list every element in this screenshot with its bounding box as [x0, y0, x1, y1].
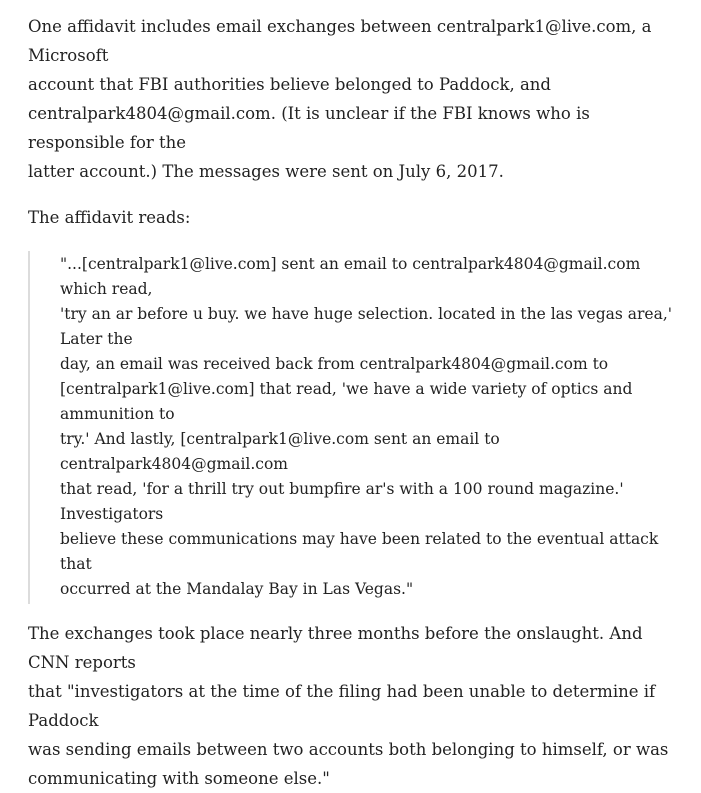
affidavit-blockquote: "...[centralpark1@live.com] sent an email to centralpark4804@gmail.com which read, 'try an ar before u buy. we have huge selection. located in the las vegas area,' Later the day, an email was received back from centralpark4804@gmail.com to [centralpark1@live.com] that read, 'we have a wide variety of optics and ammunition to try.' And lastly, [centralpark1@live.com sent an email to centralpark4804@gmail.com that read, 'for a thrill try out bumpfire ar's with a 100 round magazine.' Investigators believe these communications may have been related to the eventual attack that occurred at the Mandalay Bay in Las Vegas." — [28, 251, 681, 604]
paragraph-cnn-reports: The exchanges took place nearly three months before the onslaught. And CNN reports that "investigators at the time of the filing had been unable to determine if Paddock was sending emails between two accounts both belonging to himself, or was communicating with someone else." — [28, 624, 669, 788]
paragraph-email-exchanges: One affidavit includes email exchanges between centralpark1@live.com, a Microsoft account that FBI authorities believe belonged to Paddock, and centralpark4804@gmail.com. (It is unclear if the FBI knows who is responsible for the latter account.) The messages were sent on July 6, 2017. — [28, 17, 652, 181]
paragraph-affidavit-reads: The affidavit reads: — [28, 208, 191, 227]
